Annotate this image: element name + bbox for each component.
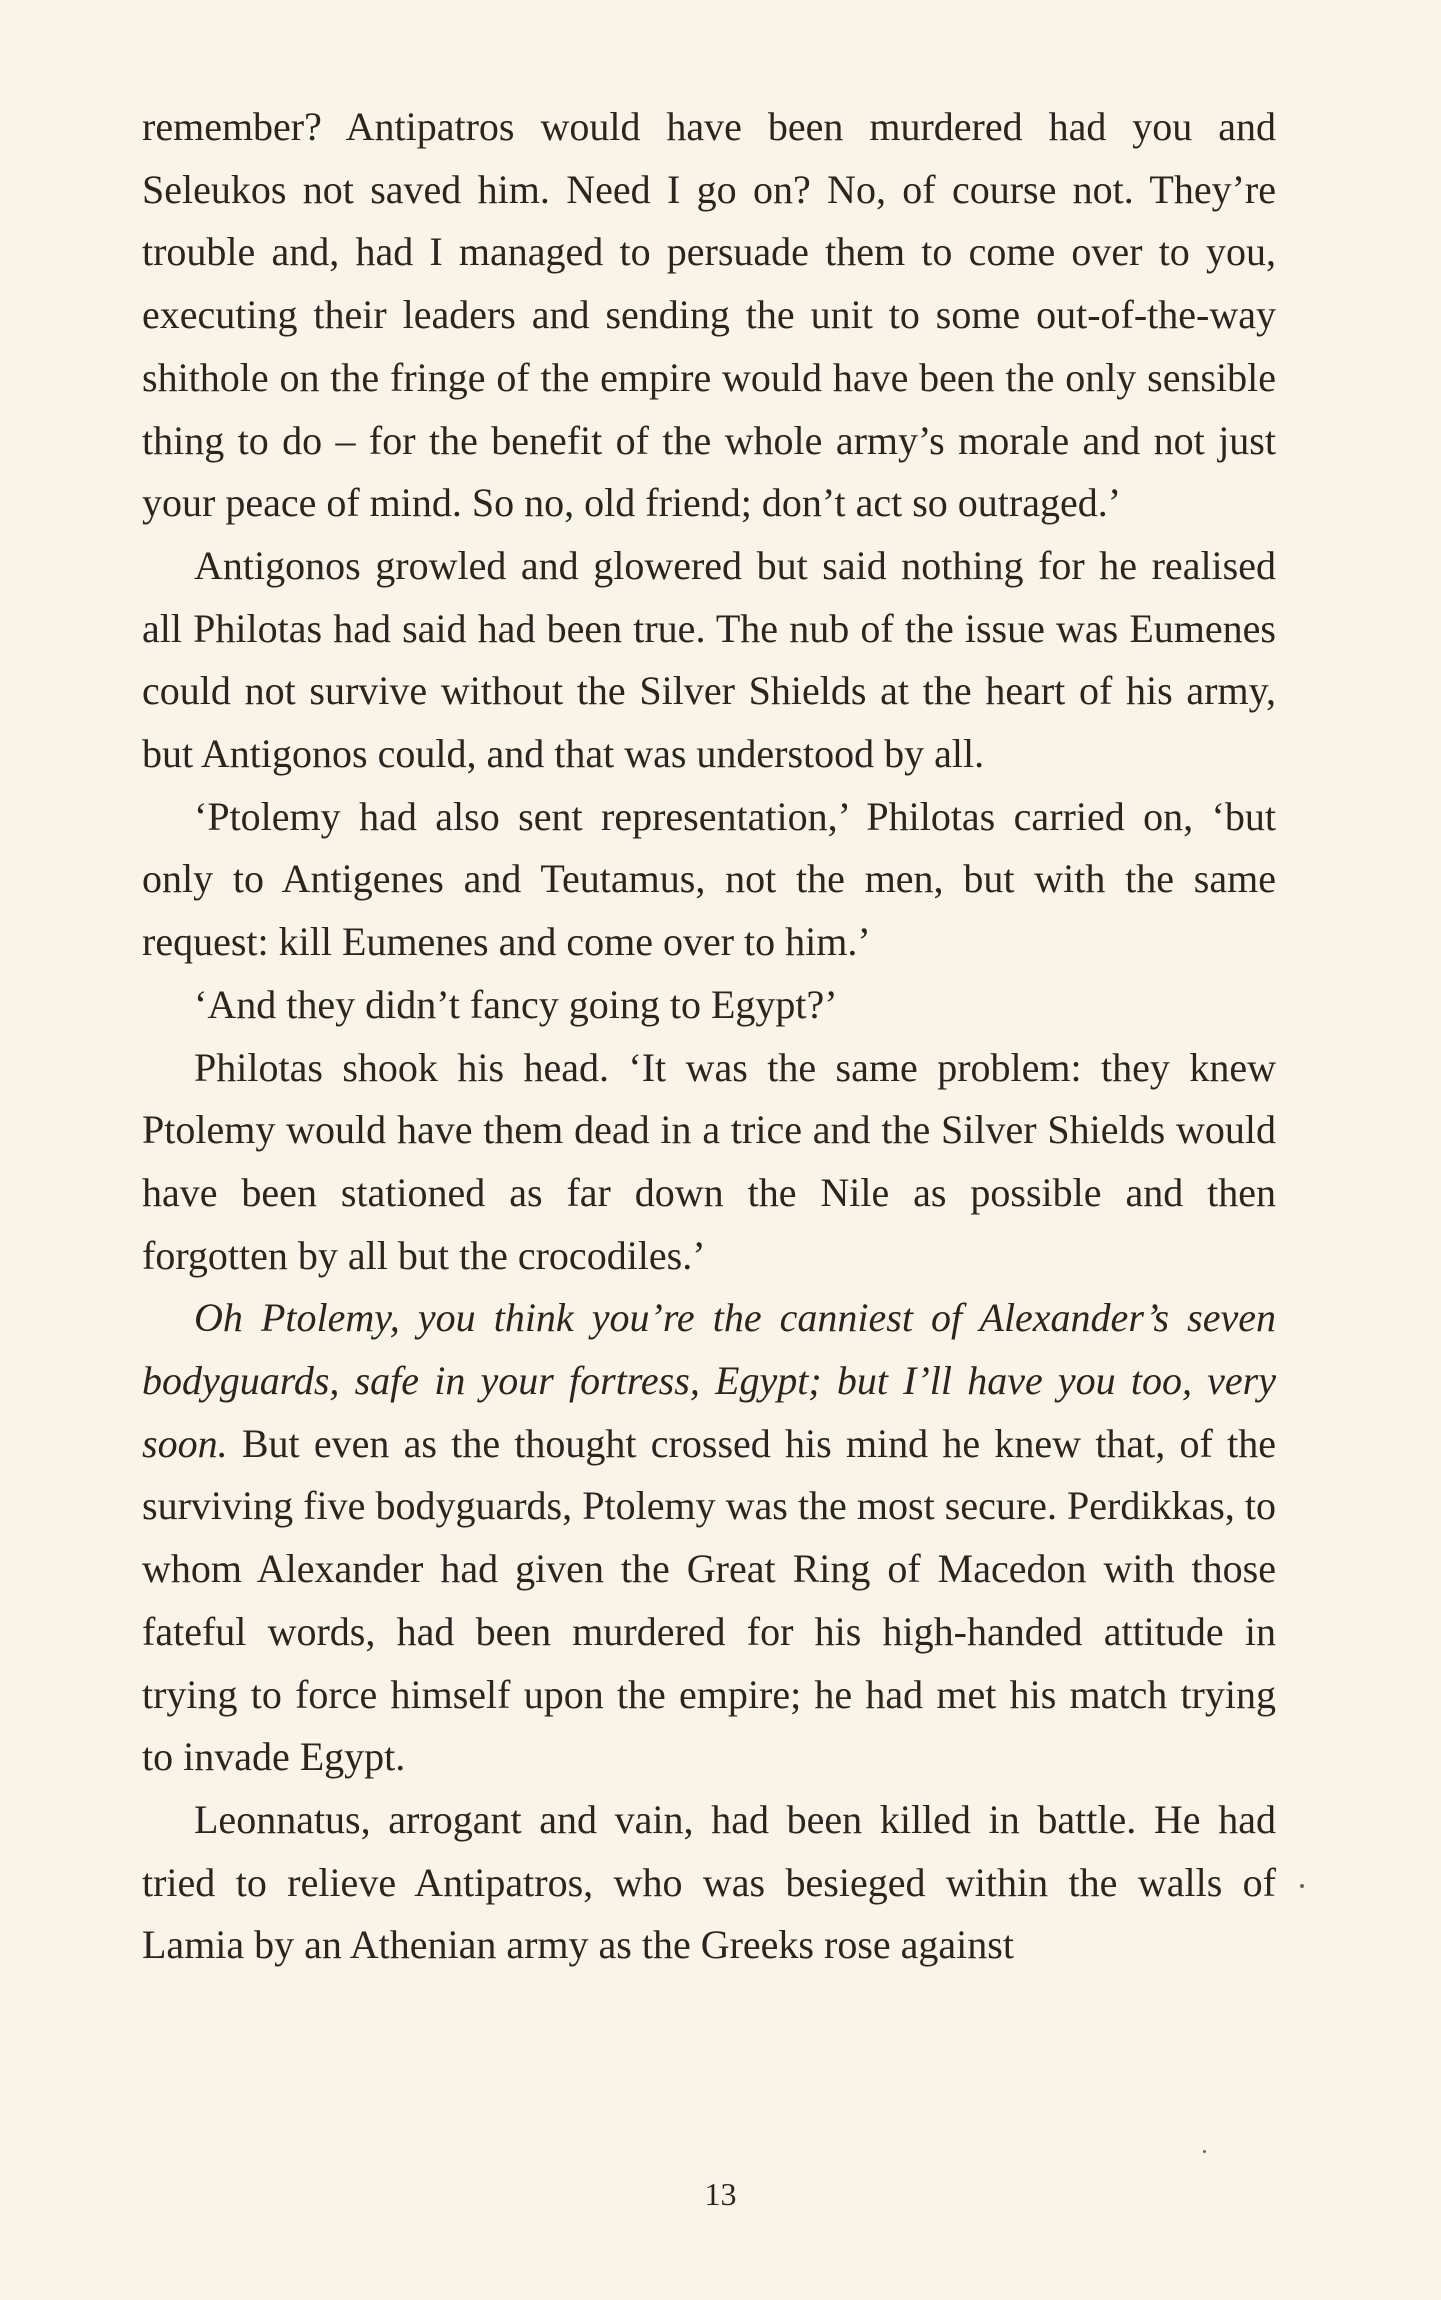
paragraph-6-text: But even as the thought crossed his mind he knew that, of the surviving five bodyguards, Ptolemy was the most secure. Perdikkas, to whom Alexander had given the Great Ring of Macedon with those fateful words, had been murdered for his high-handed attitude in trying to force himself upon the empire; he had met his match trying to invade Egypt. (142, 1420, 1276, 1780)
paper-speck (1300, 1884, 1304, 1888)
paragraph-3-text: ‘Ptolemy had also sent representation,’ Philotas carried on, ‘but only to Antigenes and Teutamus, not the men, but with the same request: kill Eumenes and come over to him.’ (142, 793, 1276, 965)
paper-speck (1203, 2150, 1206, 2153)
paragraph-2 (142, 535, 1276, 786)
paragraph-5 (142, 1037, 1276, 1288)
paragraph-1-text: remember? Antipatros would have been murdered had you and Seleukos not saved him. Need I go on? No, of course not. They’re trouble and, had I managed to persuade them to come over to you, executing their leaders and sending the unit to some out-of-the-way shithole on the fringe of the empire would have been the only sensible thing to do – for the benefit of the whole army’s morale and not just your peace of mind. So no, old friend; don’t act so outraged.’ (142, 104, 1276, 526)
paragraph-3 (142, 786, 1276, 974)
body-text (142, 96, 1276, 1977)
paragraph-7 (142, 1789, 1276, 1977)
page-number: 13 (704, 2176, 737, 2212)
paragraph-2-text: Antigonos growled and glowered but said nothing for he realised all Philotas had said had been true. The nub of the issue was Eumenes could not survive without the Silver Shields at the heart of his army, but Antigonos could, and that was understood by all. (142, 542, 1276, 777)
paragraph-6-italic-thought: Oh Ptolemy, you think you’re the canniest of Alexander’s seven bodyguards, safe in your fortress, Egypt; but I’ll have you too, very soon. (142, 1295, 1276, 1466)
paragraph-4 (142, 974, 1276, 1037)
paragraph-6 (142, 1287, 1276, 1789)
paragraph-4-text: ‘And they didn’t fancy going to Egypt?’ (194, 981, 838, 1027)
paragraph-7-text: Leonnatus, arrogant and vain, had been killed in battle. He had tried to relieve Antipatros, who was besieged within the walls of Lamia by an Athenian army as the Greeks rose against (142, 1796, 1276, 1968)
paragraph-1 (142, 96, 1276, 535)
paragraph-5-text: Philotas shook his head. ‘It was the same problem: they knew Ptolemy would have them dead in a trice and the Silver Shields would have been stationed as far down the Nile as possible and then forgotten by all but the crocodiles.’ (142, 1044, 1276, 1278)
